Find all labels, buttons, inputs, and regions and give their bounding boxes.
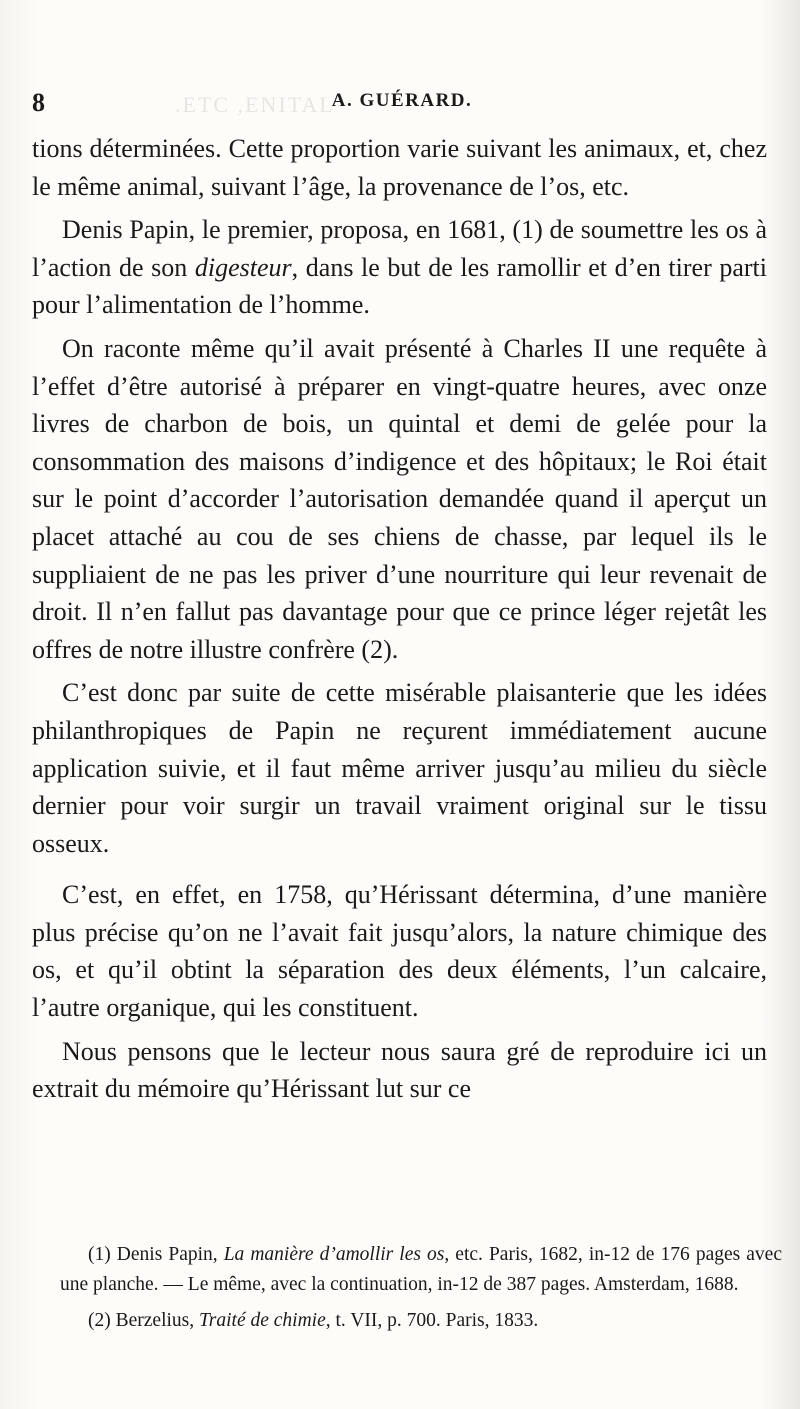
text-run: Nous pensons que le lecteur nous saura gré de reproduire ici un extrait du mémoire qu’Hérissant lut sur ce <box>32 1036 767 1104</box>
text-run: , etc. Paris, 1682, in-12 de 176 pages avec une planche. — Le même, avec la continuation, in-12 de 387 pages. Amsterdam, 1688. <box>60 1244 782 1295</box>
italic-text: digesteur <box>194 252 292 282</box>
footnote <box>60 1306 782 1336</box>
paragraph <box>32 1033 767 1108</box>
show-through-text: .ETC ,ENITAL <box>175 92 335 117</box>
page-header <box>32 88 772 118</box>
paragraph <box>32 876 767 1026</box>
text-run: C’est donc par suite de cette misérable plaisanterie que les idées philanthropiques de Papin ne reçurent immédiatement aucune application suivie, et il faut même arriver jusqu’au milieu du siècle dernier pour voir surgir un travail vraiment original sur le tissu osseux. <box>32 678 767 858</box>
footnote <box>60 1240 782 1300</box>
footnotes <box>60 1240 782 1342</box>
page-number: 8 <box>32 88 45 117</box>
text-run: On raconte même qu’il avait présenté à Charles II une requête à l’effet d’être autorisé à préparer en vingt-quatre heures, avec onze livres de charbon de bois, un quintal et demi de gelée pour la consommation des maisons d’indigence et des hôpitaux; le Roi était sur le point d’accorder l’autorisation demandée quand il aperçut un placet attaché au cou de ses chiens de chasse, par lequel ils le suppliaient de ne pas les priver d’une nourriture qui leur revenait de droit. Il n’en fallut pas davantage pour que ce prince léger rejetât les offres de notre illustre confrère (2). <box>32 333 767 664</box>
running-head: A. GUÉRARD. <box>331 90 473 111</box>
text-run: (2) Berzelius, <box>88 1310 200 1331</box>
paragraph <box>32 330 767 668</box>
paragraph <box>32 130 767 205</box>
text-run: , dans le but de les ramollir et d’en tirer parti pour l’alimentation de l’homme. <box>32 252 767 320</box>
italic-text: Traité de chimie <box>199 1310 326 1331</box>
text-run: tions déterminées. Cette proportion varie suivant les animaux, et, chez le même animal, suivant l’âge, la provenance de l’os, etc. <box>32 134 767 201</box>
paragraph <box>32 674 767 862</box>
text-run: (1) Denis Papin, <box>88 1244 224 1265</box>
text-run: C’est, en effet, en 1758, qu’Hérissant détermina, d’une manière plus précise qu’on ne l’avait fait jusqu’alors, la nature chimique des os, et qu’il obtint la séparation des deux éléments, l’un calcaire, l’autre organique, qui les constituent. <box>32 880 767 1023</box>
text-run: , t. VII, p. 700. Paris, 1833. <box>325 1310 539 1331</box>
text-run: Denis Papin, le premier, proposa, en 1681, (1) de soumettre les os à l’action de son <box>32 215 767 282</box>
paragraph <box>32 211 767 324</box>
body-text <box>32 130 767 1108</box>
italic-text: La manière d’amollir les os <box>223 1244 445 1265</box>
